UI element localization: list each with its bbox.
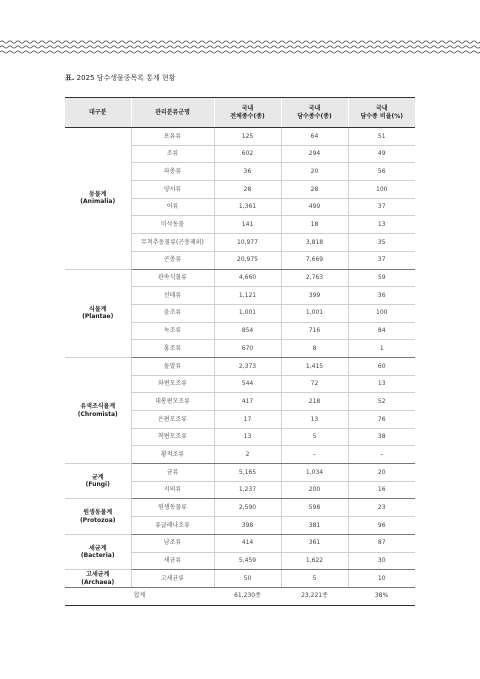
freshwater-species-cell: 218 <box>281 393 348 411</box>
freshwater-ratio-cell: 36 <box>348 287 415 305</box>
freshwater-ratio-cell: 59 <box>348 269 415 287</box>
freshwater-species-cell: 1,001 <box>281 304 348 322</box>
freshwater-species-cell: 1,415 <box>281 357 348 375</box>
category-cell: 세균류 <box>131 552 214 570</box>
header-total-species: 국내 전체종수(종) <box>214 98 281 128</box>
total-species-cell: 2,373 <box>214 357 281 375</box>
total-row <box>65 587 415 605</box>
freshwater-species-cell: 20 <box>281 163 348 181</box>
freshwater-species-cell: 8 <box>281 340 348 358</box>
freshwater-ratio-cell: 100 <box>348 181 415 199</box>
total-species-cell: 1,001 <box>214 304 281 322</box>
total-species-cell: 20,975 <box>214 251 281 269</box>
freshwater-ratio-cell: 49 <box>348 145 415 163</box>
freshwater-ratio-cell: 76 <box>348 411 415 429</box>
total-label: 합계 <box>65 587 214 605</box>
category-cell: 돌말류 <box>131 357 214 375</box>
freshwater-species-cell: 1,034 <box>281 464 348 482</box>
total-species-cell: 141 <box>214 216 281 234</box>
freshwater-ratio-cell: 23 <box>348 499 415 517</box>
total-species-cell: 854 <box>214 322 281 340</box>
category-cell: 착편모조류 <box>131 428 214 446</box>
category-cell: 균류 <box>131 464 214 482</box>
table-caption <box>65 73 176 83</box>
total-species-cell: 398 <box>214 517 281 535</box>
total-species-cell: 414 <box>214 534 281 552</box>
total-species-cell: 1,121 <box>214 287 281 305</box>
category-cell: 선태류 <box>131 287 214 305</box>
freshwater-ratio-cell: 1 <box>348 340 415 358</box>
freshwater-ratio-cell: 35 <box>348 234 415 252</box>
freshwater-species-cell: – <box>281 446 348 464</box>
table-row <box>65 499 415 517</box>
freshwater-species-cell: 361 <box>281 534 348 552</box>
category-cell: 양서류 <box>131 181 214 199</box>
freshwater-ratio-cell: 96 <box>348 517 415 535</box>
total-species-cell: 544 <box>214 375 281 393</box>
freshwater-ratio-cell: 60 <box>348 357 415 375</box>
freshwater-ratio-cell: 10 <box>348 570 415 588</box>
total-species-cell: 1,237 <box>214 481 281 499</box>
table-header-row <box>65 98 415 128</box>
freshwater-species-cell: 5 <box>281 428 348 446</box>
freshwater-ratio-cell: 13 <box>348 216 415 234</box>
freshwater-species-cell: 7,669 <box>281 251 348 269</box>
group-latin-name: (Bacteria) <box>80 552 115 559</box>
group-cell <box>65 499 131 534</box>
category-cell: 지의류 <box>131 481 214 499</box>
total-species-cell: 2,590 <box>214 499 281 517</box>
total-species-cell: 1,361 <box>214 198 281 216</box>
freshwater-ratio-overall: 38% <box>348 587 415 605</box>
table-row <box>65 357 415 375</box>
freshwater-ratio-cell: 37 <box>348 251 415 269</box>
freshwater-species-cell: 399 <box>281 287 348 305</box>
freshwater-ratio-cell: 13 <box>348 375 415 393</box>
category-cell: 은편모조류 <box>131 411 214 429</box>
category-cell: 남조류 <box>131 534 214 552</box>
table-row <box>65 534 415 552</box>
category-cell: 홍조류 <box>131 340 214 358</box>
total-species-cell: 5,165 <box>214 464 281 482</box>
table-body <box>65 128 415 606</box>
freshwater-species-cell: 2,763 <box>281 269 348 287</box>
caption-title: 2025 담수생물종목록 통계 현황 <box>76 74 176 82</box>
total-species-cell: 602 <box>214 145 281 163</box>
header-freshwater-ratio: 국내 담수종 비율(%) <box>348 98 415 128</box>
group-cell <box>65 269 131 357</box>
freshwater-ratio-cell: 84 <box>348 322 415 340</box>
category-cell: 원생동물류 <box>131 499 214 517</box>
category-cell: 유글레나조류 <box>131 517 214 535</box>
freshwater-species-cell: 3,818 <box>281 234 348 252</box>
group-latin-name: (Plantae) <box>82 313 114 321</box>
total-species-cell: 4,660 <box>214 269 281 287</box>
freshwater-species-cell: 381 <box>281 517 348 535</box>
freshwater-species-cell: 28 <box>281 181 348 199</box>
group-cell <box>65 128 131 270</box>
group-cell <box>65 464 131 499</box>
species-statistics-table <box>65 97 415 606</box>
group-name: 세균계 <box>89 544 107 552</box>
header-freshwater-species: 국내 담수종수(종) <box>281 98 348 128</box>
category-cell: 대롱편모조류 <box>131 393 214 411</box>
total-species-cell: 125 <box>214 128 281 146</box>
freshwater-species-cell: 598 <box>281 499 348 517</box>
freshwater-ratio-cell: 51 <box>348 128 415 146</box>
group-name: 동물계 <box>89 190 107 198</box>
group-name: 유색조식물계 <box>80 403 116 410</box>
category-cell: 미삭동물 <box>131 216 214 234</box>
group-cell <box>65 534 131 569</box>
total-species-cell: 36 <box>214 163 281 181</box>
total-species-cell: 670 <box>214 340 281 358</box>
table-row <box>65 128 415 146</box>
group-latin-name: (Animalia) <box>80 198 116 206</box>
table-row <box>65 269 415 287</box>
freshwater-species-cell: 499 <box>281 198 348 216</box>
freshwater-ratio-cell: 38 <box>348 428 415 446</box>
category-cell: 와편모조류 <box>131 375 214 393</box>
freshwater-species-cell: 13 <box>281 411 348 429</box>
freshwater-species-cell: 72 <box>281 375 348 393</box>
freshwater-ratio-cell: 100 <box>348 304 415 322</box>
group-latin-name: (Protozoa) <box>79 516 116 524</box>
category-cell: 고세균류 <box>131 570 214 588</box>
group-cell <box>65 357 131 463</box>
freshwater-ratio-cell: 87 <box>348 534 415 552</box>
category-cell: 관속식물류 <box>131 269 214 287</box>
total-species-cell: 417 <box>214 393 281 411</box>
total-species-sum: 61,230종 <box>214 587 281 605</box>
table-row <box>65 464 415 482</box>
group-latin-name: (Archaea) <box>81 578 115 586</box>
header-category: 관리분류군명 <box>131 98 214 128</box>
freshwater-ratio-cell: 30 <box>348 552 415 570</box>
header-group: 대구분 <box>65 98 131 128</box>
freshwater-species-cell: 64 <box>281 128 348 146</box>
freshwater-ratio-cell: 20 <box>348 464 415 482</box>
freshwater-species-cell: 1,622 <box>281 552 348 570</box>
freshwater-ratio-cell: 56 <box>348 163 415 181</box>
category-cell: 포유류 <box>131 128 214 146</box>
group-latin-name: (Fungi) <box>85 481 110 489</box>
freshwater-species-cell: 5 <box>281 570 348 588</box>
total-species-cell: 50 <box>214 570 281 588</box>
decorative-wave-border <box>0 38 480 60</box>
total-species-cell: 28 <box>214 181 281 199</box>
category-cell: 조류 <box>131 145 214 163</box>
total-species-cell: 13 <box>214 428 281 446</box>
group-name: 고세균계 <box>86 571 110 579</box>
group-name: 균계 <box>91 473 104 481</box>
group-name: 식물계 <box>89 305 107 313</box>
freshwater-ratio-cell: 52 <box>348 393 415 411</box>
freshwater-ratio-cell: 37 <box>348 198 415 216</box>
category-cell: 황적조류 <box>131 446 214 464</box>
freshwater-ratio-cell: 16 <box>348 481 415 499</box>
category-cell: 파충류 <box>131 163 214 181</box>
freshwater-species-cell: 716 <box>281 322 348 340</box>
category-cell: 녹조류 <box>131 322 214 340</box>
group-cell <box>65 570 131 588</box>
total-species-cell: 5,459 <box>214 552 281 570</box>
freshwater-species-sum: 23,221종 <box>281 587 348 605</box>
freshwater-ratio-cell: – <box>348 446 415 464</box>
category-cell: 윤조류 <box>131 304 214 322</box>
table-row <box>65 570 415 588</box>
caption-prefix: 표. <box>65 74 75 82</box>
total-species-cell: 2 <box>214 446 281 464</box>
category-cell: 어류 <box>131 198 214 216</box>
group-latin-name: (Chromista) <box>77 410 118 418</box>
freshwater-species-cell: 294 <box>281 145 348 163</box>
category-cell: 곤충류 <box>131 251 214 269</box>
category-cell: 무척추동물류(곤충제외) <box>131 234 214 252</box>
total-species-cell: 17 <box>214 411 281 429</box>
total-species-cell: 10,977 <box>214 234 281 252</box>
freshwater-species-cell: 200 <box>281 481 348 499</box>
group-name: 원생동물계 <box>83 509 113 517</box>
freshwater-species-cell: 18 <box>281 216 348 234</box>
